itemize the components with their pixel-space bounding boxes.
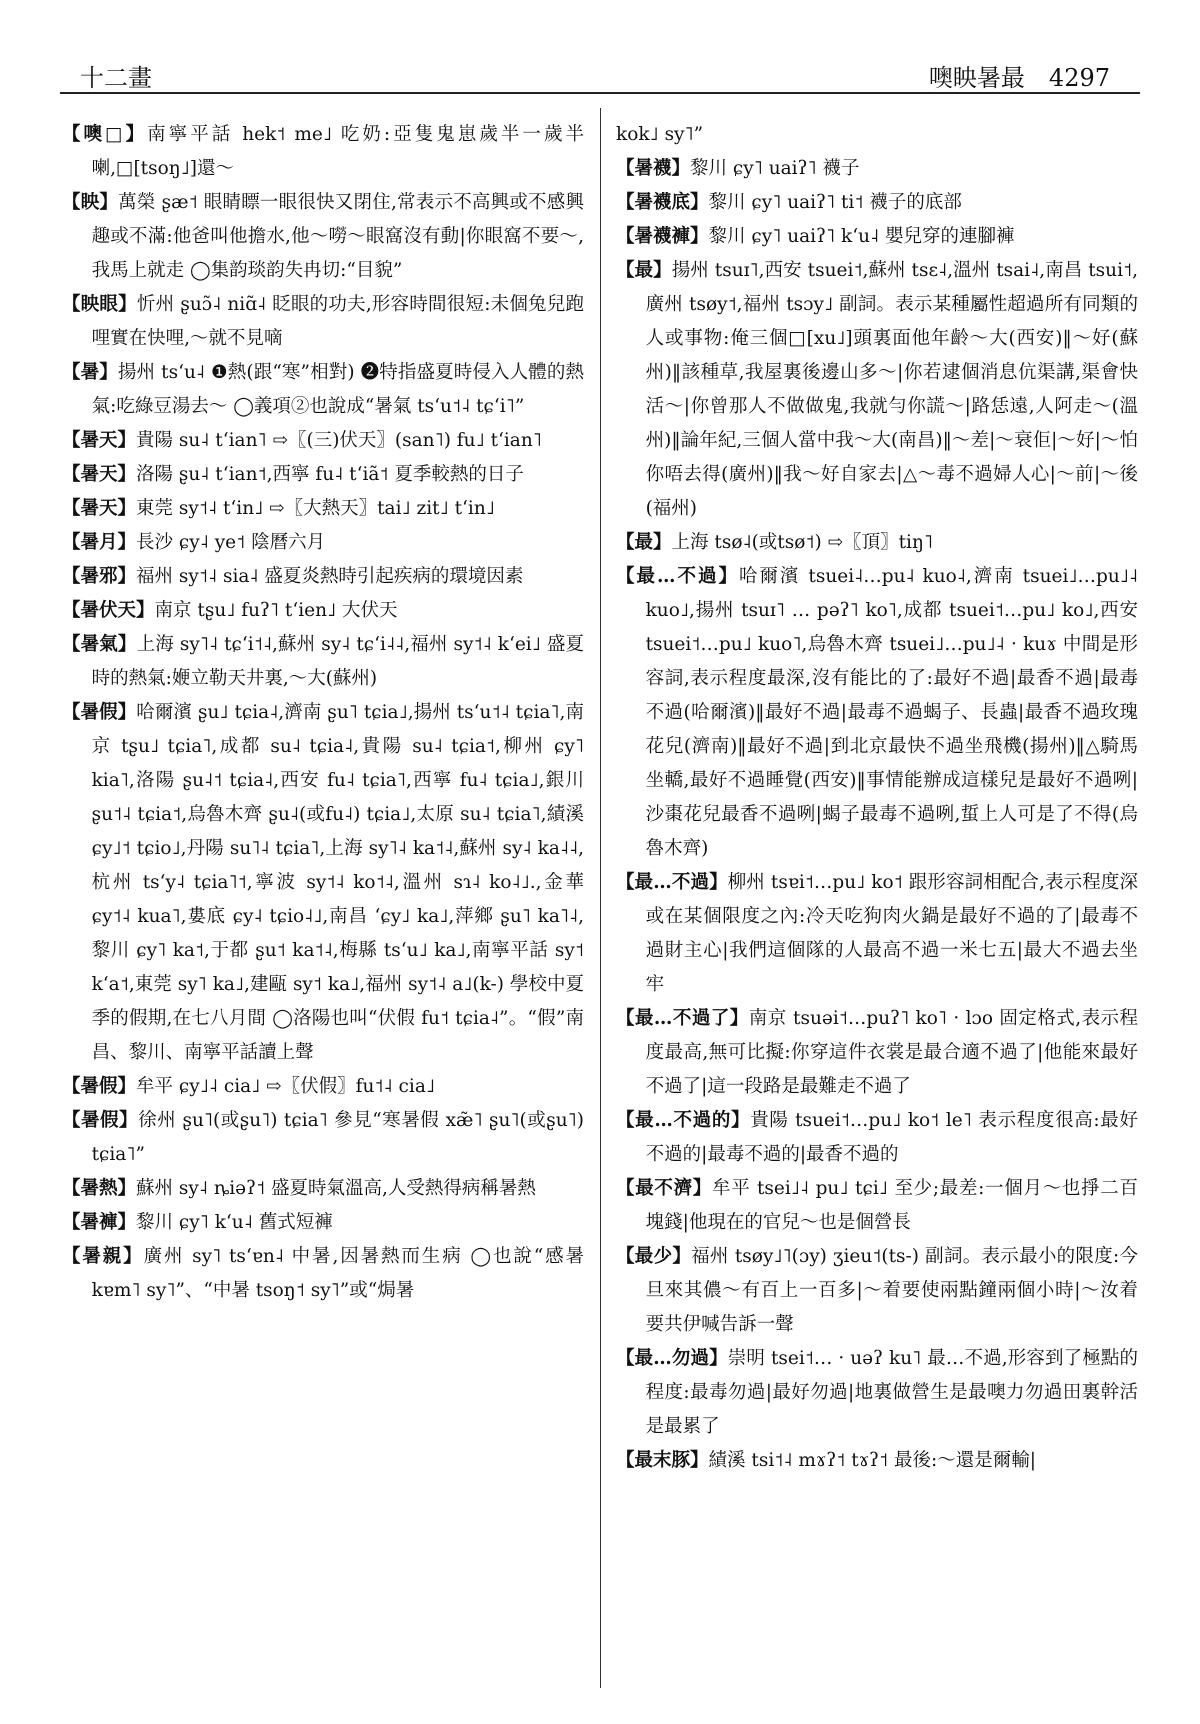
- entry-body: 哈爾濱 tsuei˨…pu˨ kuo˨,濟南 tsuei˩…pu˩˨ kuo˩,揚州 tsuɪ˥ … pəʔ˥ ko˥,成都 tsuei˦…pu˩ ko˩,西安 tsuei˦…pu˩ kuo˥,烏魯木齊 tsuei˩…pu˩˨ · kuɤ 中間是形容詞,表示程度最深,沒有能比的了:最好不過|最香不過|最毒不過(哈爾濱)‖最好不過|最毒不過蝎子、長蟲|最香不過玫瑰花兒(濟南)‖最好不過|到北京最快不過坐飛機(揚州)‖△騎馬坐轎,最好不過睡覺(西安)‖事情能辦成這樣兒是最好不過咧|沙棗花兒最香不過咧|蝎子最毒不過咧,蜇上人可是了不得(烏魯木齊): [645, 566, 1138, 859]
- dictionary-entry: [616, 1172, 1138, 1240]
- entry-headword: 【暑襪底】: [616, 192, 709, 213]
- dictionary-entry: [62, 356, 584, 424]
- dictionary-entry: [616, 1342, 1138, 1444]
- entry-body: 忻州 ʂuɔ̃˨ niɑ̃˨ 眨眼的功夫,形容時間很短:未個兔兒跑哩實在快哩,～就不見嘀: [91, 294, 584, 349]
- entry-body: 貴陽 tsuei˦…pu˩ ko˦ le˥ 表示程度很高:最好不過的|最毒不過的|最香不過的: [645, 1110, 1138, 1165]
- dictionary-entry: [62, 526, 584, 560]
- dictionary-entry: [62, 118, 584, 186]
- dictionary-entry: [616, 560, 1138, 866]
- entry-headword: 【暑襪】: [616, 158, 691, 179]
- header-rule: [60, 92, 1140, 94]
- dictionary-entry: [616, 1002, 1138, 1104]
- dictionary-entry: [616, 1240, 1138, 1342]
- right-column: [616, 118, 1138, 1478]
- entry-headword: 【暑天】: [62, 498, 137, 519]
- entry-body: 福州 tsøy˩˥(ɔy) ʒieu˦(ts-) 副詞。表示最小的限度:今旦來其儂～有百上一百多|～着要使兩點鐘兩個小時|～汝着要共伊喊告訴一聲: [645, 1246, 1138, 1335]
- entry-headword: 【暑月】: [62, 532, 137, 553]
- dictionary-entry: [62, 628, 584, 696]
- dictionary-entry: [62, 1104, 584, 1172]
- entry-body: 福州 sy˦˨ sia˨ 盛夏炎熱時引起疾病的環境因素: [136, 566, 524, 587]
- dictionary-entry: [616, 186, 1138, 220]
- dictionary-entry: [62, 1206, 584, 1240]
- dictionary-entry: [62, 1172, 584, 1206]
- left-column: [62, 118, 584, 1308]
- entry-body: 上海 tsø˨(或tsø˦) ⇨〖頂〗tiŋ˥: [671, 532, 933, 553]
- dictionary-entry: [62, 1240, 584, 1308]
- entry-headword: 【暑天】: [62, 464, 137, 485]
- entry-body: 廣州 sy˥ tsʻɐn˨ 中暑,因暑熱而生病 ◯也說“感暑 kɐm˥ sy˥”、“中暑 tsoŋ˦ sy˥”或“焗暑: [91, 1246, 584, 1301]
- entry-headword: 【最不濟】: [616, 1178, 712, 1199]
- dictionary-entry: [616, 118, 1138, 152]
- entry-body: 揚州 tsuɪ˥,西安 tsuei˦,蘇州 tsɛ˨,溫州 tsai˨,南昌 tsui˦,廣州 tsøy˦,福州 tsɔy˩ 副詞。表示某種屬性超過所有同類的人或事物:俺三個□[xu˩]頭裏面他年齡～大(西安)‖～好(蘇州)‖該種草,我屋裏後邊山多～|你若逮個消息伉渠講,渠會快活～|你曾那人不做做鬼,我就勻你謊～|路恁遠,人阿走～(溫州)‖論年紀,三個人當中我～大(南昌)‖～差|～衰佢|～好|～怕你唔去得(廣州)‖我～好自家去|△～毒不過婦人心|～前|～後(福州): [645, 260, 1138, 519]
- entry-body: 崇明 tsei˦… · uəʔ ku˥ 最…不過,形容到了極點的程度:最毒勿過|最好勿過|地裏做營生是最噢力勿過田裏幹活是最累了: [645, 1348, 1138, 1437]
- entry-headword: 【暑假】: [62, 702, 137, 723]
- entry-headword: 【最…勿過】: [616, 1348, 728, 1369]
- section-label: 十二畫: [80, 64, 152, 92]
- page-header: [80, 52, 1110, 92]
- entry-body: 萬榮 ʂæ˦ 眼睛瞟一眼很快又閉住,常表示不高興或不感興趣或不滿:他爸叫他擔水,他～嘮～眼窩沒有動|你眼窩不要～,我馬上就走 ◯集韵琰韵失冉切:“目貌”: [91, 192, 584, 281]
- entry-body: 黎川 ɕy˥ uaiʔ˥ kʻu˨ 嬰兒穿的連腳褲: [708, 226, 1015, 247]
- dictionary-entry: [616, 526, 1138, 560]
- entry-body: 蘇州 sy˨ ȵiəʔ˦ 盛夏時氣溫高,人受熱得病稱暑熱: [136, 1178, 536, 1199]
- entry-body: 黎川 ɕy˥ uaiʔ˥ ti˦ 襪子的底部: [708, 192, 962, 213]
- dictionary-entry: [62, 696, 584, 1070]
- entry-headword: 【最末豚】: [616, 1450, 709, 1471]
- entry-headword: 【眏眼】: [62, 294, 137, 315]
- dictionary-entry: [62, 424, 584, 458]
- entry-headword: 【最少】: [616, 1246, 692, 1267]
- dictionary-entry: [62, 560, 584, 594]
- dictionary-entry: [62, 288, 584, 356]
- entry-body: 績溪 tsi˦˨ mɤʔ˦ tɤʔ˦ 最後:～還是爾輸|: [708, 1450, 1037, 1471]
- dictionary-entry: [62, 594, 584, 628]
- dictionary-entry: [616, 1104, 1138, 1172]
- entry-body: 南京 tʂu˩ fuʔ˥ tʻien˩ 大伏天: [154, 600, 398, 621]
- entry-headword: 【暑親】: [62, 1246, 144, 1267]
- entry-body: 牟平 tsei˩˨ pu˩ tɕi˩ 至少;最差:一個月～也掙二百塊錢|他現在的官兒～也是個營長: [645, 1178, 1138, 1233]
- entry-body: 東莞 sy˦˨ tʻin˩ ⇨〖大熱天〗tai˩ zit˩ tʻin˩: [136, 498, 495, 519]
- entry-body: 揚州 tsʻu˨ ❶熱(跟“寒”相對) ❷特指盛夏時侵入人體的熱氣:吃綠豆湯去～ ◯義項②也說成“暑氣 tsʻu˦˨ tɕʻi˥”: [91, 362, 584, 417]
- entry-headword: 【暑天】: [62, 430, 137, 451]
- entry-headword: 【暑】: [62, 362, 118, 383]
- entry-headword: 【暑假】: [62, 1076, 137, 1097]
- dictionary-entry: [616, 152, 1138, 186]
- entry-headword: 【最】: [616, 260, 672, 281]
- entry-headword: 【眏】: [62, 192, 119, 213]
- entry-body: 黎川 ɕy˥ uaiʔ˥ 襪子: [690, 158, 860, 179]
- dictionary-entry: [616, 1444, 1138, 1478]
- entry-body: 長沙 ɕy˨ ye˦ 陰曆六月: [136, 532, 326, 553]
- entry-headword: 【暑襪褲】: [616, 226, 709, 247]
- entry-headword: 【暑伏天】: [62, 600, 155, 621]
- entry-body: 黎川 ɕy˥ kʻu˨ 舊式短褲: [136, 1212, 333, 1233]
- dictionary-entry: [62, 492, 584, 526]
- entry-headword: 【最】: [616, 532, 672, 553]
- entry-body: 牟平 ɕy˩˨ cia˩ ⇨〖伏假〗fu˦˨ cia˩: [136, 1076, 435, 1097]
- entry-headword: 【暑氣】: [62, 634, 137, 655]
- entry-body: 南寧平話 hek˦ me˩ 吃奶:亞隻鬼崽歲半一歲半喇,□[tsoŋ˩]還～: [91, 124, 585, 179]
- entry-body: 南京 tsuəi˦…puʔ˥ ko˥ · lɔo 固定格式,表示程度最高,無可比擬:你穿這件衣裳是最合適不過了|他能來最好不過了|這一段路是最難走不過了: [645, 1008, 1138, 1097]
- entry-headword: 【最…不過了】: [616, 1008, 749, 1029]
- entry-headword: 【暑假】: [62, 1110, 139, 1131]
- entry-headword: 【暑熱】: [62, 1178, 137, 1199]
- entry-body: 哈爾濱 ʂu˩ tɕia˨,濟南 ʂu˥ tɕia˩,揚州 tsʻu˦˨ tɕia˥,南京 tʂu˩ tɕia˥,成都 su˨ tɕia˨,貴陽 su˨ tɕia˦,柳州 ɕy˥ kia˥,洛陽 ʂu˨˦ tɕia˨,西安 fu˨ tɕia˥,西寧 fu˨ tɕia˩,銀川 ʂu˦˨ tɕia˦,烏魯木齊 ʂu˨(或fu˨) tɕia˩,太原 su˨ tɕia˥,績溪 ɕy˩˦ tɕio˩,丹陽 su˥˨ tɕia˥,上海 sy˥˨ ka˦˨,蘇州 sy˨ ka˨˨,杭州 tsʻy˨ tɕia˥˦,寧波 sy˦˨ ko˦˨,溫州 sɿ˨ ko˨˩.,金華 ɕy˦˨ kua˥,婁底 ɕy˨ tɕio˨˩,南昌 ʻɕy˩ ka˩,萍鄉 ʂu˥ ka˥˨,黎川 ɕy˥ ka˦,于都 ʂu˦ ka˦˨,梅縣 tsʻu˩ ka˩,南寧平話 sy˦ kʻa˦,東莞 sy˥ ka˩,建甌 sy˦ ka˩,福州 sy˦˨ a˩(k-) 學校中夏季的假期,在七八月間 ◯洛陽也叫“伏假 fu˦ tɕia˨”。“假”南昌、黎川、南寧平話讀上聲: [91, 702, 584, 1063]
- dictionary-entry: [62, 458, 584, 492]
- dictionary-entry: [616, 254, 1138, 526]
- entry-body: 上海 sy˥˨ tɕʻi˦˨,蘇州 sy˨ tɕʻi˨˨,福州 sy˦˨ kʻei˩ 盛夏時的熱氣:㛹立勒天井裏,～大(蘇州): [91, 634, 584, 689]
- column-divider: [600, 108, 601, 1688]
- entry-body: 洛陽 ʂu˨ tʻian˦,西寧 fu˨ tʻiã˦ 夏季較熱的日子: [136, 464, 524, 485]
- entry-body: 貴陽 su˨ tʻian˥ ⇨〖(三)伏天〗(san˥) fu˩ tʻian˥: [136, 430, 542, 451]
- dictionary-entry: [616, 866, 1138, 1002]
- entry-headword: 【噢□】: [62, 124, 148, 145]
- dictionary-entry: [62, 1070, 584, 1104]
- entry-headword: 【最…不過】: [616, 566, 740, 587]
- page-heading-and-number: 噢眏暑最 4297: [928, 64, 1110, 92]
- entry-headword: 【暑褲】: [62, 1212, 137, 1233]
- entry-headword: 【最…不過】: [616, 872, 728, 893]
- entry-headword: 【最…不過的】: [616, 1110, 751, 1131]
- entry-body: kok˩ sy˥”: [616, 124, 704, 145]
- entry-headword: 【暑邪】: [62, 566, 137, 587]
- dictionary-entry: [62, 186, 584, 288]
- entry-body: 柳州 tsɐi˦…pu˩ ko˦ 跟形容詞相配合,表示程度深或在某個限度之內:冷天吃狗肉火鍋是最好不過的了|最毒不過財主心|我們這個隊的人最高不過一米七五|最大不過去坐牢: [645, 872, 1138, 995]
- dictionary-entry: [616, 220, 1138, 254]
- entry-body: 徐州 ʂu˥(或ʂu˥) tɕia˥ 參見“寒暑假 xæ̃˥ ʂu˥(或ʂu˥) tɕia˥”: [91, 1110, 584, 1165]
